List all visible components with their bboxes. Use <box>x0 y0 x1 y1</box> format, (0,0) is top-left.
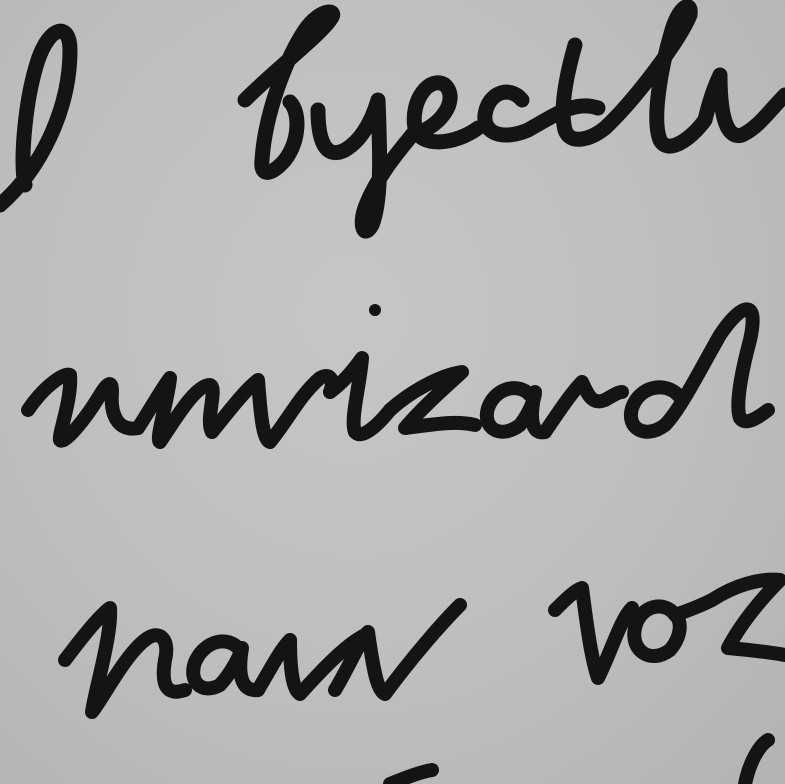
handwritten-line-1 <box>0 7 785 232</box>
handwritten-line-3 <box>65 580 785 784</box>
handwritten-line-2 <box>28 304 768 442</box>
